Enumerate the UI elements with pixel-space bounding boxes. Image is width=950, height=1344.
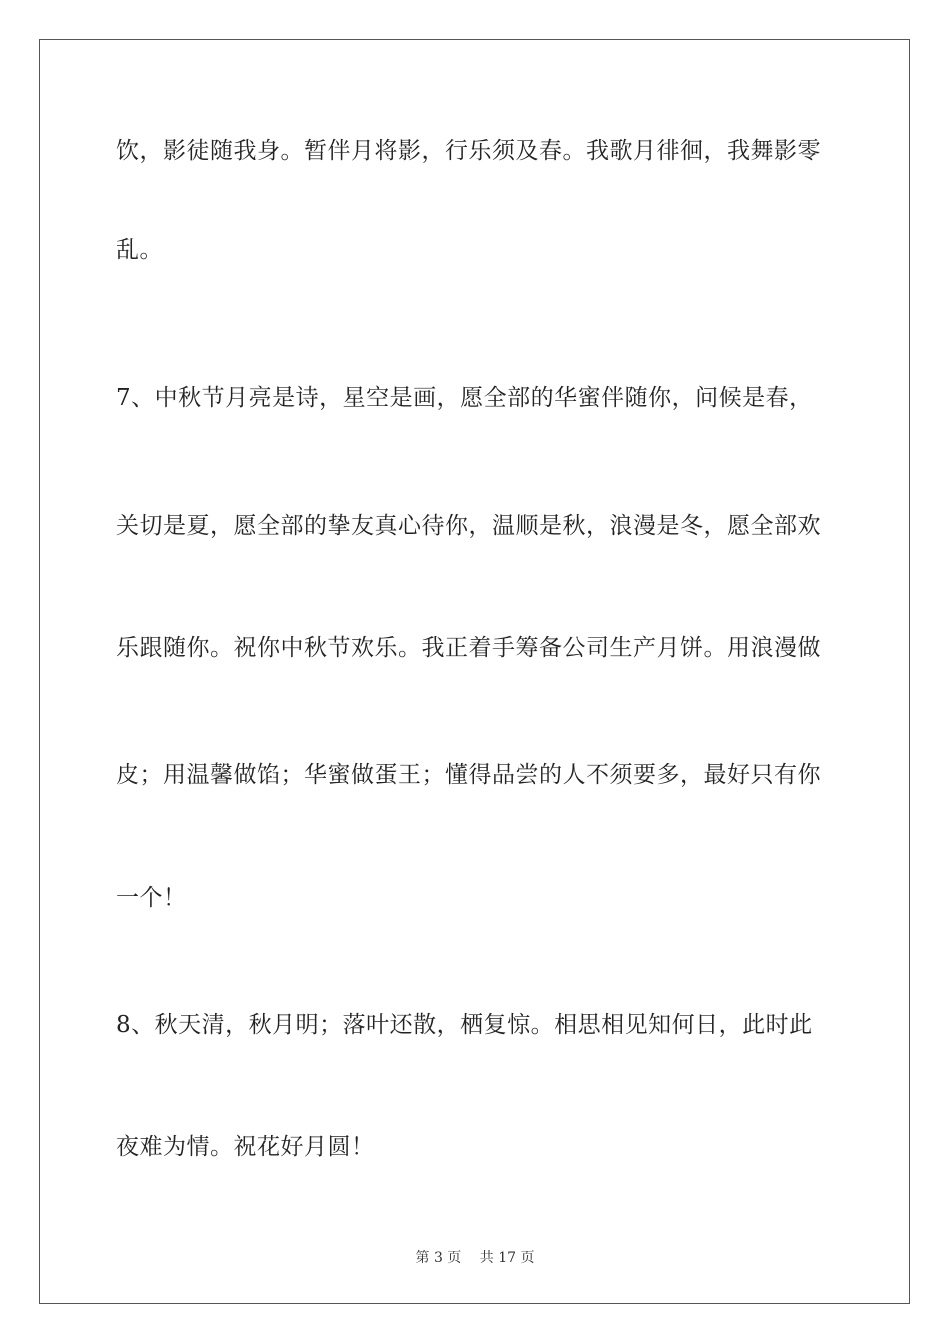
body-text-line: 乐跟随你。祝你中秋节欢乐。我正着手筹备公司生产月饼。用浪漫做 — [116, 635, 821, 661]
page-total: 共 17 页 — [479, 1250, 535, 1266]
body-text-line: 乱。 — [116, 237, 163, 263]
body-text-line: 皮；用温馨做馅；华蜜做蛋王；懂得品尝的人不须要多，最好只有你 — [116, 762, 821, 788]
body-text-line: 一个！ — [116, 885, 187, 911]
body-text-line: 7、中秋节月亮是诗，星空是画，愿全部的华蜜伴随你，问候是春， — [116, 385, 813, 411]
body-text-line: 饮，影徒随我身。暂伴月将影，行乐须及春。我歌月徘徊，我舞影零 — [116, 138, 821, 164]
page-border — [39, 39, 910, 1304]
body-text-line: 8、秋天清，秋月明；落叶还散，栖复惊。相思相见知何日，此时此 — [116, 1012, 813, 1038]
page-footer — [0, 1247, 950, 1267]
body-text-line: 夜难为情。祝花好月圆！ — [116, 1134, 375, 1160]
page-number: 第 3 页 — [415, 1250, 462, 1266]
body-text-line: 关切是夏，愿全部的挚友真心待你，温顺是秋，浪漫是冬，愿全部欢 — [116, 513, 821, 539]
